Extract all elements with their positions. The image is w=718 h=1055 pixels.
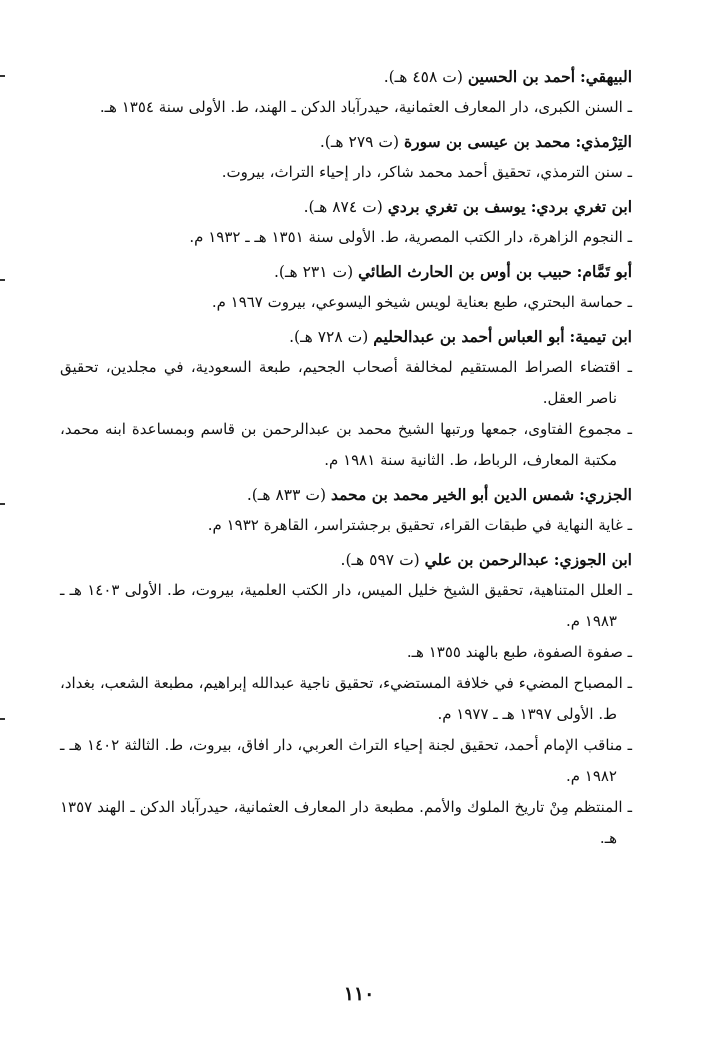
entry-abu-tammam bbox=[60, 257, 632, 318]
author-short-name: ابن الجوزي: bbox=[553, 550, 632, 569]
entry-heading bbox=[60, 62, 632, 92]
works-list bbox=[60, 92, 632, 123]
work-item: ـ النجوم الزاهرة، دار الكتب المصرية، ط. الأولى سنة ١٣٥١ هـ ـ ١٩٣٢ م. bbox=[189, 228, 632, 246]
margin-mark bbox=[0, 75, 5, 77]
page-number: ١١٠ bbox=[343, 983, 375, 1005]
works-list bbox=[60, 510, 632, 541]
author-short-name: أبو تَمَّام: bbox=[576, 262, 632, 281]
works-list bbox=[60, 157, 632, 188]
death-date: (ت ٨٣٣ هـ). bbox=[246, 486, 326, 504]
margin-mark bbox=[0, 503, 5, 505]
death-date: (ت ٤٥٨ هـ). bbox=[383, 68, 463, 86]
bibliography-page bbox=[60, 62, 632, 858]
entry-ibn-taghri-birdi bbox=[60, 192, 632, 253]
work-item: ـ حماسة البحتري، طبع بعناية لويس شيخو اليسوعي، بيروت ١٩٦٧ م. bbox=[211, 293, 632, 311]
entry-heading bbox=[60, 257, 632, 287]
work-item: ـ السنن الكبرى، دار المعارف العثمانية، حيدرآباد الدكن ـ الهند، ط. الأولى سنة ١٣٥٤ هـ. bbox=[99, 98, 632, 116]
death-date: (ت ٨٧٤ هـ). bbox=[303, 198, 383, 216]
entry-heading bbox=[60, 322, 632, 352]
death-date: (ت ٢٣١ هـ). bbox=[273, 263, 354, 281]
work-item: ـ المصباح المضيء في خلافة المستضيء، تحقيق ناجية عبدالله إبراهيم، مطبعة الشعب، بغداد، ط. الأولى ١٣٩٧ هـ ـ ١٩٧٧ م. bbox=[60, 674, 632, 723]
entry-bayhaqi bbox=[60, 62, 632, 123]
work-item: ـ العلل المتناهية، تحقيق الشيخ خليل الميس، دار الكتب العلمية، بيروت، ط. الأولى ١٤٠٣ هـ ـ ١٩٨٣ م. bbox=[60, 581, 632, 630]
entry-heading bbox=[60, 192, 632, 222]
work-item: ـ المنتظم مِنْ تاريخ الملوك والأمم. مطبعة دار المعارف العثمانية، حيدرآباد الدكن ـ الهند ١٣٥٧ هـ. bbox=[60, 798, 632, 847]
author-full-name: شمس الدين أبو الخير محمد بن محمد bbox=[330, 485, 575, 504]
margin-mark bbox=[0, 718, 5, 720]
author-short-name: ابن تغري بردي: bbox=[530, 197, 632, 216]
author-full-name: عبدالرحمن بن علي bbox=[424, 550, 549, 569]
work-item: ـ صفوة الصفوة، طبع بالهند ١٣٥٥ هـ. bbox=[406, 643, 632, 661]
entry-jazari bbox=[60, 480, 632, 541]
author-short-name: الجزري: bbox=[579, 485, 632, 504]
author-full-name: محمد بن عيسى بن سورة bbox=[404, 132, 571, 151]
author-short-name: التِرْمذي: bbox=[575, 132, 632, 151]
work-item: ـ مجموع الفتاوى، جمعها ورتبها الشيخ محمد بن عبدالرحمن بن قاسم وبمساعدة ابنه محمد، مكتبة المعارف، الرباط، ط. الثانية سنة ١٩٨١ م. bbox=[60, 420, 632, 469]
entry-ibn-al-jawzi bbox=[60, 545, 632, 854]
works-list bbox=[60, 352, 632, 476]
work-item: ـ غاية النهاية في طبقات القراء، تحقيق برجشتراسر، القاهرة ١٩٣٢ م. bbox=[207, 516, 632, 534]
margin-mark bbox=[0, 279, 5, 281]
author-full-name: أبو العباس أحمد بن عبدالحليم bbox=[373, 327, 565, 346]
entry-tirmidhi bbox=[60, 127, 632, 188]
death-date: (ت ٥٩٧ هـ). bbox=[340, 551, 420, 569]
works-list bbox=[60, 222, 632, 253]
author-full-name: أحمد بن الحسين bbox=[467, 67, 576, 86]
author-full-name: حبيب بن أوس بن الحارث الطائي bbox=[358, 262, 572, 281]
entry-heading bbox=[60, 545, 632, 575]
author-short-name: ابن تيمية: bbox=[569, 327, 632, 346]
entry-ibn-taymiyya bbox=[60, 322, 632, 476]
work-item: ـ مناقب الإمام أحمد، تحقيق لجنة إحياء التراث العربي، دار افاق، بيروت، ط. الثالثة ١٤٠٢ هـ ـ ١٩٨٢ م. bbox=[60, 736, 632, 785]
work-item: ـ سنن الترمذي، تحقيق أحمد محمد شاكر، دار إحياء التراث، بيروت. bbox=[221, 163, 632, 181]
entry-heading bbox=[60, 127, 632, 157]
death-date: (ت ٢٧٩ هـ). bbox=[319, 133, 400, 151]
author-short-name: البيهقي: bbox=[579, 67, 632, 86]
author-full-name: يوسف بن تغري بردي bbox=[387, 197, 526, 216]
entry-heading bbox=[60, 480, 632, 510]
death-date: (ت ٧٢٨ هـ). bbox=[289, 328, 369, 346]
works-list bbox=[60, 575, 632, 854]
work-item: ـ اقتضاء الصراط المستقيم لمخالفة أصحاب الجحيم، طبعة السعودية، في مجلدين، تحقيق ناصر العقل. bbox=[60, 358, 632, 407]
works-list bbox=[60, 287, 632, 318]
